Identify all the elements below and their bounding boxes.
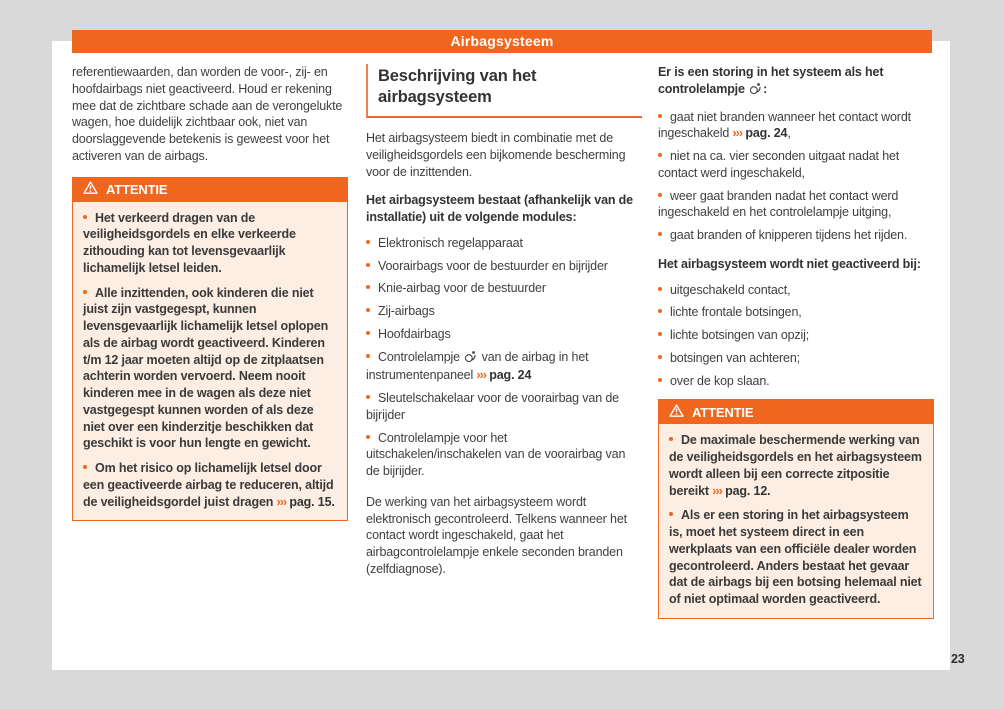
page-number: 23 xyxy=(951,652,965,666)
section-heading: Beschrijving van het airbagsysteem xyxy=(366,64,642,118)
bullet-dot xyxy=(366,331,370,335)
bullet-dot xyxy=(83,290,87,294)
warning-body xyxy=(73,202,347,521)
bullet-dot xyxy=(658,193,662,197)
list-item: gaat niet branden wanneer het contact wordt ingeschakeld ››› pag. 24, xyxy=(658,109,911,141)
list-item: Controlelampje van de airbag in het instrumentenpaneel ››› pag. 24 xyxy=(366,349,589,383)
page-ref: ››› pag. 15. xyxy=(276,494,335,509)
bullet-dot xyxy=(366,354,370,358)
list-item: uitgeschakeld contact, xyxy=(658,282,934,299)
warning-triangle-icon xyxy=(669,404,684,421)
page-title: Airbagsysteem xyxy=(450,33,554,50)
bullet-dot xyxy=(658,153,662,157)
bullet-dot xyxy=(366,240,370,244)
bullet-dot xyxy=(366,308,370,312)
list-item: Controlelampje voor het uitschakelen/inschakelen van de voorairbag van de bijrijder. xyxy=(366,430,626,479)
warning-item xyxy=(83,460,337,510)
column-right xyxy=(658,64,934,619)
list-item: Sleutelschakelaar voor de voorairbag van de bijrijder xyxy=(366,391,619,422)
page-ref: ››› pag. 12. xyxy=(712,483,771,498)
bullet-dot xyxy=(366,435,370,439)
list-item: gaat branden of knipperen tijdens het rijden. xyxy=(658,227,934,244)
column-left xyxy=(72,64,348,521)
bullet-dot xyxy=(83,465,87,469)
list-item: niet na ca. vier seconden uitgaat nadat het contact werd ingeschakeld, xyxy=(658,149,900,180)
warning-header xyxy=(659,400,933,424)
lead-paragraph: Het airbagsysteem wordt niet geactiveerd bij: xyxy=(658,256,921,271)
ref-arrows-icon: ››› xyxy=(732,126,742,141)
warning-title: ATTENTIE xyxy=(692,404,754,420)
module-list xyxy=(366,235,642,480)
paragraph: De werking van het airbagsysteem wordt elektronisch gecontroleerd. Telkens wanneer het contact wordt ingeschakeld, gaat het airbagcontrolelampje enkele seconden branden (zelfdiagnose). xyxy=(366,494,627,576)
airbag-warning-icon xyxy=(464,350,477,368)
bullet-dot xyxy=(366,285,370,289)
column-middle xyxy=(366,64,642,590)
page-ref: ››› pag. 24 xyxy=(732,126,788,141)
lead-paragraph: Er is een storing in het systeem als het controlelampje : xyxy=(658,64,934,100)
list-item: Hoofdairbags xyxy=(366,326,642,343)
list-item: botsingen van achteren; xyxy=(658,350,934,367)
warning-box-left xyxy=(72,177,348,522)
ref-arrows-icon: ››› xyxy=(712,483,722,498)
bullet-dot xyxy=(658,355,662,359)
bullet-dot xyxy=(658,287,662,291)
list-item: Knie-airbag voor de bestuurder xyxy=(366,280,642,297)
warning-box-right xyxy=(658,399,934,619)
warning-header xyxy=(73,178,347,202)
bullet-dot xyxy=(366,263,370,267)
bullet-dot xyxy=(658,309,662,313)
list-item: Elektronisch regelapparaat xyxy=(366,235,642,252)
warning-title: ATTENTIE xyxy=(106,181,168,197)
warning-text: Om het risico op lichamelijk letsel door een geactiveerde airbag te reduceren, altijd de veiligheidsgordel juist dragen xyxy=(83,461,334,509)
warning-item xyxy=(83,210,337,277)
list-item: lichte botsingen van opzij; xyxy=(658,327,934,344)
intro-paragraph: referentiewaarden, dan worden de voor-, zij- en hoofdairbags niet geactiveerd. Houd er rekening mee dat de zichtbare schade aan de verongelukte wagen, hoe duidelijk zichtbaar ook, niet van doorslaggevende betekenis is geweest voor het activeren van de airbags. xyxy=(72,65,343,163)
bullet-dot xyxy=(669,512,673,516)
warning-text: Alle inzittenden, ook kinderen die niet juist zijn vastgegespt, kunnen levensgevaarlijk lichamelijk letsel oplopen als de airbag wordt geactiveerd. Kinderen t/m 12 jaar moeten altijd op de zitplaatsen achterin worden vervoerd. Neem nooit kinderen mee in de wagen als deze niet vastgegespt kunnen worden of als deze niet over een kinderzitje beschikken dat geschikt is voor hun lengte en gewicht. xyxy=(83,285,329,451)
airbag-warning-icon xyxy=(749,82,762,100)
list-item: Voorairbags voor de bestuurder en bijrijder xyxy=(366,258,642,275)
warning-item xyxy=(669,507,923,608)
bullet-dot xyxy=(658,232,662,236)
warning-text: De maximale beschermende werking van de veiligheidsgordels en het airbagsysteem wordt alleen bij een correcte zitpositie bereikt xyxy=(669,433,922,498)
ref-arrows-icon: ››› xyxy=(276,494,287,509)
bullet-dot xyxy=(658,114,662,118)
paragraph: Het airbagsysteem biedt in combinatie met de veiligheidsgordels een bijkomende bescherming voor de inzittenden. xyxy=(366,131,626,179)
ref-arrows-icon: ››› xyxy=(476,368,486,383)
list-item: weer gaat branden nadat het contact werd ingeschakeld en het controlelampje uitging, xyxy=(658,188,899,220)
warning-item xyxy=(669,432,923,499)
fault-list xyxy=(658,109,934,244)
warning-triangle-icon xyxy=(83,181,98,198)
page-ref: ››› pag. 24 xyxy=(476,368,532,383)
page-header-bar xyxy=(72,30,932,53)
warning-body xyxy=(659,424,933,618)
list-item: Zij-airbags xyxy=(366,303,642,320)
warning-text: Als er een storing in het airbagsysteem is, moet het systeem direct in een werkplaats van een officiële dealer worden gecontroleerd. Anders bestaat het gevaar dat de airbags bij een botsing helemaal niet of niet optimaal worden geactiveerd. xyxy=(669,508,922,606)
bullet-dot xyxy=(83,215,87,219)
lead-paragraph: Het airbagsysteem bestaat (afhankelijk van de installatie) uit de volgende modules: xyxy=(366,193,633,225)
bullet-dot xyxy=(658,332,662,336)
list-item: lichte frontale botsingen, xyxy=(658,304,934,321)
bullet-dot xyxy=(658,378,662,382)
list-item: over de kop slaan. xyxy=(658,373,934,390)
non-activation-list xyxy=(658,282,934,390)
warning-text: Het verkeerd dragen van de veiligheidsgordels en elke verkeerde zithouding kan tot levensgevaarlijk lichamelijk letsel leiden. xyxy=(83,210,296,275)
bullet-dot xyxy=(669,437,673,441)
bullet-dot xyxy=(366,395,370,399)
warning-item xyxy=(83,285,337,453)
